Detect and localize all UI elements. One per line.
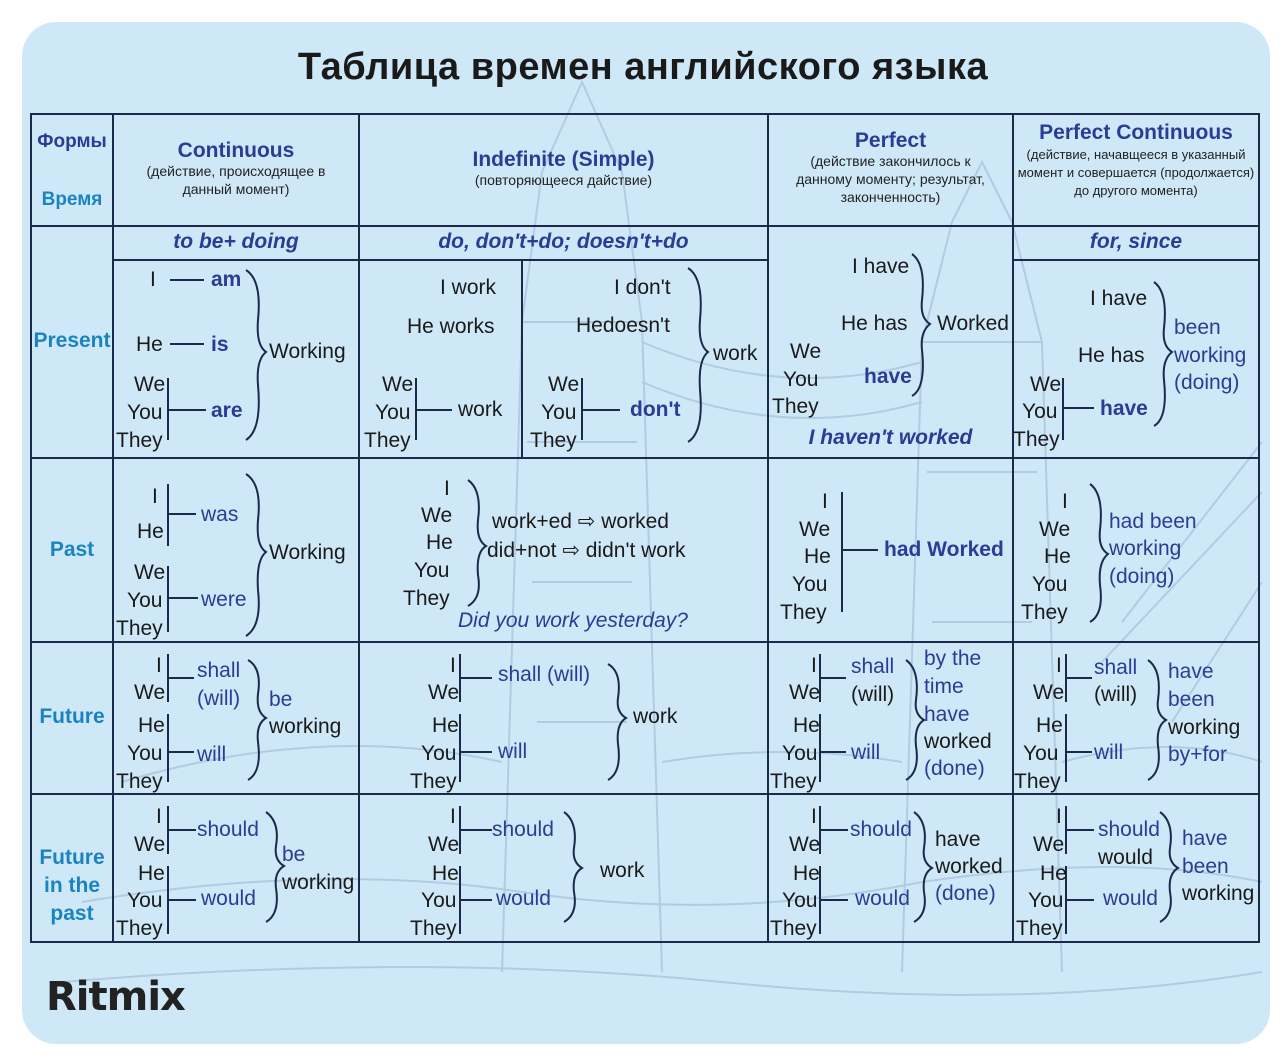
pronoun-they: They (364, 429, 411, 452)
row-label-present: Present (33, 329, 111, 352)
text-time: time (924, 675, 964, 698)
verb-have: have (935, 828, 981, 851)
header-time: Время (41, 189, 103, 210)
ritmix-logo: Ritmix (46, 974, 185, 1020)
verb-was: was (201, 503, 239, 526)
verb-will: will (851, 741, 881, 764)
pronoun-we: We (1039, 518, 1071, 541)
pronoun-i: I (156, 654, 162, 677)
verb-had-worked: had Worked (884, 538, 1004, 561)
header-continuous: Continuous (177, 139, 295, 162)
pronoun-i: I (150, 268, 156, 291)
pronoun-they: They (116, 917, 163, 940)
rule-past-negative: did+not ⇨ didn't work (487, 539, 686, 562)
pronoun-you: You (127, 589, 163, 612)
pronoun-you: You (782, 889, 818, 912)
pronoun-i: I (156, 805, 162, 828)
verb-shall: shall (197, 659, 241, 682)
pronoun-we: We (428, 681, 460, 704)
example-he-has: He has (1078, 344, 1145, 367)
verb-should: should (492, 818, 554, 841)
pronoun-they: They (530, 429, 577, 452)
verb-are: are (211, 399, 243, 422)
verb-done: (done) (924, 757, 985, 780)
pronoun-you: You (127, 401, 163, 424)
verb-will-alt: (will) (1094, 683, 1138, 706)
pronoun-i: I (1056, 654, 1062, 677)
pronoun-i: I (450, 805, 456, 828)
pronoun-we: We (789, 833, 821, 856)
verb-been: been (1168, 688, 1215, 711)
header-perfect-desc: (действие закончилось к данному моменту; результат, законченность) (796, 153, 985, 205)
verb-would: would (1103, 887, 1158, 910)
pronoun-they: They (410, 770, 457, 793)
pronoun-they: They (116, 429, 163, 452)
verb-will: will (1094, 741, 1124, 764)
rule-past-positive: work+ed ⇨ worked (492, 510, 669, 533)
pronoun-they: They (116, 770, 163, 793)
example-he-has: He has (841, 312, 908, 335)
pronoun-he: He (793, 862, 820, 885)
verb-working: working (1168, 716, 1241, 739)
pronoun-they: They (770, 917, 817, 940)
verb-be: be (269, 688, 293, 711)
pronoun-he: He (1036, 714, 1063, 737)
verb-worked: worked (924, 730, 992, 753)
pronoun-we: We (134, 561, 166, 584)
formula-perfect-continuous: for, since (1089, 230, 1183, 253)
text-by-the: by the (924, 647, 982, 670)
formula-indefinite: do, don't+do; doesn't+do (438, 230, 689, 253)
verb-work: work (600, 859, 645, 882)
verb-should: should (197, 818, 259, 841)
verb-will: will (197, 743, 227, 766)
pronoun-they: They (1013, 428, 1060, 451)
verb-shall-will: shall (will) (498, 663, 591, 686)
verb-been: been (1174, 316, 1221, 339)
pronoun-he: He (136, 333, 163, 356)
verb-were: were (201, 588, 247, 611)
pronoun-we: We (1033, 833, 1065, 856)
verb-be: be (282, 843, 306, 866)
pronoun-they: They (1014, 770, 1061, 793)
pronoun-they: They (116, 617, 163, 640)
pronoun-he: He (793, 714, 820, 737)
pronoun-i: I (1056, 805, 1062, 828)
pronoun-he: He (804, 545, 831, 568)
verb-should: should (1098, 818, 1160, 841)
header-perfect: Perfect (854, 129, 927, 152)
verb-have: have (1182, 827, 1228, 850)
verb-work: work (713, 342, 758, 365)
example-i-dont: I don't (614, 276, 671, 299)
pronoun-they: They (410, 917, 457, 940)
row-label-future: Future (39, 705, 105, 728)
header-continuous-desc: (действие, происходящее в данный момент) (146, 163, 326, 197)
header-perfect-continuous: Perfect Continuous (1039, 121, 1233, 144)
verb-doing: (doing) (1174, 371, 1240, 394)
header-perfect-continuous-desc: (действие, начавщееся в указанный момент и совершается (продолжается) до другого момента) (1017, 147, 1255, 198)
verb-working: working (282, 871, 355, 894)
pronoun-we: We (1033, 681, 1065, 704)
pronoun-we: We (382, 373, 414, 396)
pronoun-you: You (792, 573, 828, 596)
example-i-have: I have (1090, 287, 1148, 310)
verb-shall: shall (1094, 656, 1138, 679)
pronoun-they: They (1016, 917, 1063, 940)
pronoun-he: He (1040, 862, 1067, 885)
pronoun-they: They (780, 601, 827, 624)
pronoun-you: You (541, 401, 577, 424)
verb-have: have (1100, 397, 1148, 420)
pronoun-he: He (432, 862, 459, 885)
verb-shall: shall (851, 655, 895, 678)
verb-will: will (498, 740, 528, 763)
pronoun-we: We (548, 373, 580, 396)
pronoun-you: You (421, 889, 457, 912)
pronoun-we: We (134, 373, 166, 396)
verb-have: have (1168, 660, 1214, 683)
pronoun-he: He (138, 862, 165, 885)
verb-worked: worked (935, 855, 1003, 878)
pronoun-we: We (789, 681, 821, 704)
verb-working: Working (269, 340, 346, 363)
verb-working: working (1182, 882, 1255, 905)
verb-dont: don't (630, 398, 681, 421)
pronoun-they: They (403, 587, 450, 610)
pronoun-we: We (134, 833, 166, 856)
verb-have: have (924, 703, 970, 726)
pronoun-i: I (1062, 490, 1068, 513)
pronoun-i: I (811, 805, 817, 828)
verb-work: work (458, 398, 503, 421)
verb-working: working (1109, 537, 1182, 560)
header-indefinite-desc: (повторяющееся дайствие) (474, 172, 653, 188)
example-he-works: He works (407, 315, 495, 338)
pronoun-you: You (375, 401, 411, 424)
header-indefinite: Indefinite (Simple) (472, 148, 655, 171)
pronoun-we: We (790, 340, 822, 363)
verb-is: is (211, 333, 229, 356)
verb-would: would (496, 887, 551, 910)
text-by-for: by+for (1168, 743, 1227, 766)
pronoun-you: You (1023, 742, 1059, 765)
pronoun-we: We (799, 518, 831, 541)
verb-been: been (1182, 855, 1229, 878)
pronoun-i: I (822, 490, 828, 513)
pronoun-he: He (1044, 545, 1071, 568)
verb-am: am (211, 268, 242, 291)
example-negative: I haven't worked (808, 426, 973, 449)
pronoun-they: They (772, 395, 819, 418)
pronoun-i: I (811, 654, 817, 677)
verb-doing: (doing) (1109, 565, 1175, 588)
pronoun-you: You (127, 889, 163, 912)
pronoun-we: We (428, 833, 460, 856)
verb-would: would (855, 887, 910, 910)
row-label-future-past-2: in the (44, 874, 100, 897)
example-i-work: I work (440, 276, 497, 299)
pronoun-we: We (421, 504, 453, 527)
pronoun-you: You (783, 368, 819, 391)
row-label-future-past-1: Future (39, 846, 105, 869)
verb-had-been: had been (1109, 510, 1197, 533)
pronoun-you: You (1032, 573, 1068, 596)
verb-working: Working (269, 541, 346, 564)
header-forms: Формы (37, 131, 107, 152)
pronoun-they: They (770, 770, 817, 793)
pronoun-you: You (421, 742, 457, 765)
pronoun-i: I (152, 485, 158, 508)
pronoun-he: He (138, 714, 165, 737)
formula-continuous: to be+ doing (173, 230, 299, 253)
verb-will-alt: (will) (197, 687, 241, 710)
pronoun-you: You (414, 559, 450, 582)
verb-will-alt: (will) (851, 683, 895, 706)
verb-should: should (850, 818, 912, 841)
pronoun-you: You (1022, 400, 1058, 423)
pronoun-he: He (432, 714, 459, 737)
row-label-future-past-3: past (50, 902, 94, 925)
verb-would-alt: would (1098, 846, 1153, 869)
pronoun-he: He (137, 520, 164, 543)
pronoun-you: You (782, 742, 818, 765)
pronoun-we: We (1030, 373, 1062, 396)
pronoun-we: We (134, 681, 166, 704)
example-i-have: I have (852, 255, 910, 278)
pronoun-you: You (1028, 889, 1064, 912)
example-he-doesnt: Hedoesn't (576, 314, 670, 337)
page-title: Таблица времен английского языка (297, 46, 989, 88)
pronoun-you: You (127, 742, 163, 765)
pronoun-i: I (450, 654, 456, 677)
pronoun-i: I (444, 477, 450, 500)
pronoun-he: He (426, 531, 453, 554)
example-question: Did you work yesterday? (458, 609, 688, 632)
pronoun-they: They (1021, 601, 1068, 624)
verb-working: working (1174, 344, 1247, 367)
row-label-past: Past (49, 538, 95, 561)
verb-would: would (201, 887, 256, 910)
verb-done: (done) (935, 882, 996, 905)
verb-worked: Worked (937, 312, 1009, 335)
verb-have: have (864, 365, 912, 388)
verb-working: working (269, 715, 342, 738)
verb-work: work (633, 705, 678, 728)
